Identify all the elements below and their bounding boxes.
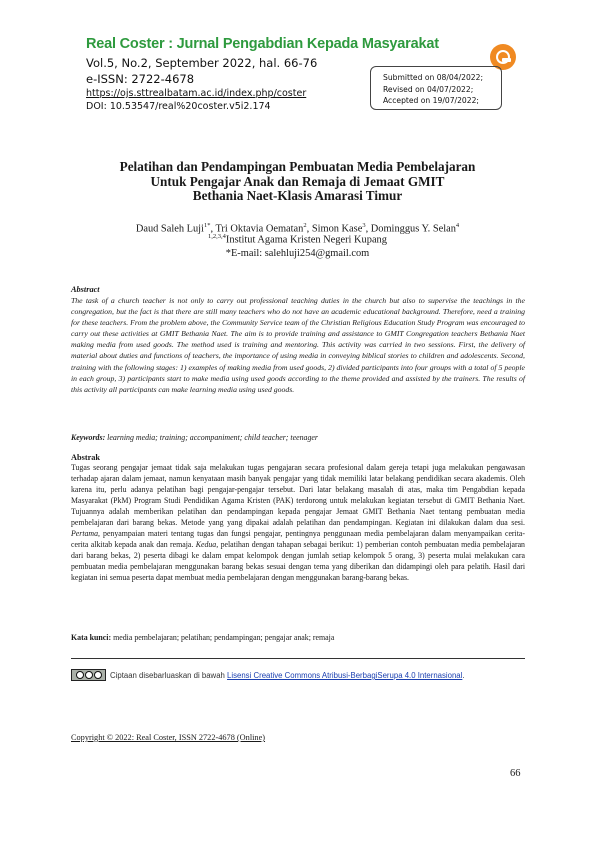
page-number: 66 — [510, 768, 521, 779]
accepted-date: Accepted on 19/07/2022; — [383, 96, 479, 105]
license-line — [110, 671, 465, 680]
volume-line: Vol.5, No.2, September 2022, hal. 66-76 — [86, 56, 318, 70]
keywords-line — [71, 433, 525, 442]
abstrak-kedua: Kedua, — [195, 540, 219, 550]
author-sup: 1* — [203, 222, 211, 229]
author-sup: 3 — [362, 222, 366, 229]
article-title — [60, 160, 535, 204]
abstrak-part-3: pelatihan dengan tahapan sebagai berikut: 1) pemberian contoh pembuatan media pembelajaran dari barang bekas, 2) peserta dibagi ke dalam empat kelompok dengan jumlah setiap kelompok 5 orang, 3) peserta mulai melakukan cara pembuatan media pembelajaran menggunakan barang bekas sesuai dengan tema yang diberikan dan didampingi oleh para pelatih. Hasil dari kegiatan ini semua peserta dapat membuat media pembelajaran dengan menggunakan barang-barang bekas. — [71, 540, 525, 583]
license-link[interactable]: Lisensi Creative Commons Atribusi-BerbagiSerupa 4.0 Internasional — [227, 671, 463, 680]
creative-commons-by-sa-icon[interactable] — [71, 669, 106, 681]
author-name: , Simon Kase — [306, 223, 363, 235]
affiliation — [60, 233, 535, 245]
abstract-heading: Abstract — [71, 285, 100, 294]
submitted-date: Submitted on 08/04/2022; — [383, 73, 484, 82]
affiliation-sup: 1,2,3,4 — [208, 233, 226, 240]
eissn: e-ISSN: 2722-4678 — [86, 72, 195, 86]
kata-kunci-values: media pembelajaran; pelatihan; pendampingan; pengajar anak; remaja — [111, 633, 335, 642]
title-line-1: Pelatihan dan Pendampingan Pembuatan Media Pembelajaran — [119, 159, 476, 174]
kata-kunci-line — [71, 633, 525, 642]
license-suffix: . — [462, 671, 465, 680]
kata-kunci-label: Kata kunci: — [71, 633, 112, 642]
journal-name: Real Coster : Jurnal Pengabdian Kepada Masyarakat — [86, 36, 439, 52]
author-name: , Dominggus Y. Selan — [365, 223, 456, 235]
abstrak-heading: Abstrak — [71, 453, 101, 462]
affiliation-text: Institut Agama Kristen Negeri Kupang — [225, 234, 387, 246]
author-sup: 4 — [455, 222, 460, 229]
author-sup: 2 — [303, 222, 307, 229]
abstract-text: The task of a church teacher is not only to carry out professional teaching duties in the church but also to supervise the teachings in the congregation, but the fact is that there are still many teachers who do not have an academic educational background. Therefore, need a training for these teachers. From the problem above, the Community Service team of the Christian Religious Education Study Program was encouraged to carry out these activities at GMIT Bethania Naet. The aim is to provide training and assistance to GMIT Congregation teachers Bethania Naet making media from used goods. The method used is training and mentoring. This activity was carried in two sessions. First, the delivery of material about duties and functions of teachers, the importance of using media in conveying biblical stories to children and adolescents. Second, training with the following stages: 1) examples of making media from used goods, 2) divided participants into four groups with a total of 5 people in each group, 3) participants start to make media using used goods according to the theme provided and assisted by the trainers. The results of this activity all participants can make learning media using used goods. — [71, 296, 525, 394]
abstrak-part-1: Tugas seorang pengajar jemaat tidak saja melakukan tugas pengajaran secara profesional dalam gereja tetapi juga melakukan pengawasan terhadap ajaran dalam jemaat, namun kenyataan masih banyak pengajar yang tidak memiliki latar belakang pendidikan secara akademis. Oleh karena itu, perlu adanya pelatihan bagi pengajar-pengajar tersebut. Dari latar belakang masalah di atas, maka tim Pengabdian kepada Masyarakat (PkM) Program Studi Pendidikan Agama Kristen (PAK) terdorong untuk melakukan kegiatan tersebut di GMIT Bethania Naet. Tujuannya adalah memberikan pelatihan dan pendampingan kepada pengajar Jemaat GMIT Bethania Naet tentang pembuatan media pembelajaran dari barang bekas. Metode yang yang dipakai adalah pelatihan dan pendampingan. Kegiatan ini dilakukan dalam dua sesi. — [71, 463, 525, 528]
license-prefix: Ciptaan disebarluaskan di bawah — [110, 671, 228, 680]
journal-url-link[interactable]: https://ojs.sttrealbatam.ac.id/index.php/coster — [86, 88, 307, 99]
submission-dates-box — [370, 66, 502, 110]
keywords-values: learning media; training; accompaniment; child teacher; teenager — [105, 433, 318, 442]
author-name: Daud Saleh Luji — [135, 223, 204, 235]
revised-date: Revised on 04/07/2022; — [383, 84, 474, 94]
abstrak-text — [71, 462, 525, 584]
abstrak-pertama: Pertama, — [71, 529, 100, 539]
keywords-label: Keywords: — [71, 433, 106, 442]
divider — [71, 658, 525, 659]
copyright: Copyright © 2022: Real Coster, ISSN 2722-4678 (Online) — [71, 733, 266, 742]
abstrak-part-2: penyampaian materi tentang tugas dan fungsi pengajar, pentingnya penggunaan media pembelajaran dalam menyampaikan cerita-cerita alkitab kepada anak dan remaja. — [71, 529, 525, 550]
title-line-2: Untuk Pengajar Anak dan Remaja di Jemaat GMIT — [150, 173, 445, 189]
corresponding-email: *E-mail: salehluji254@gmail.com — [225, 248, 370, 259]
doi: DOI: 10.53547/real%20coster.v5i2.174 — [86, 101, 271, 112]
title-line-3: Bethania Naet-Klasis Amarasi Timur — [192, 188, 403, 203]
author-name: , Tri Oktavia Oematan — [210, 223, 304, 235]
